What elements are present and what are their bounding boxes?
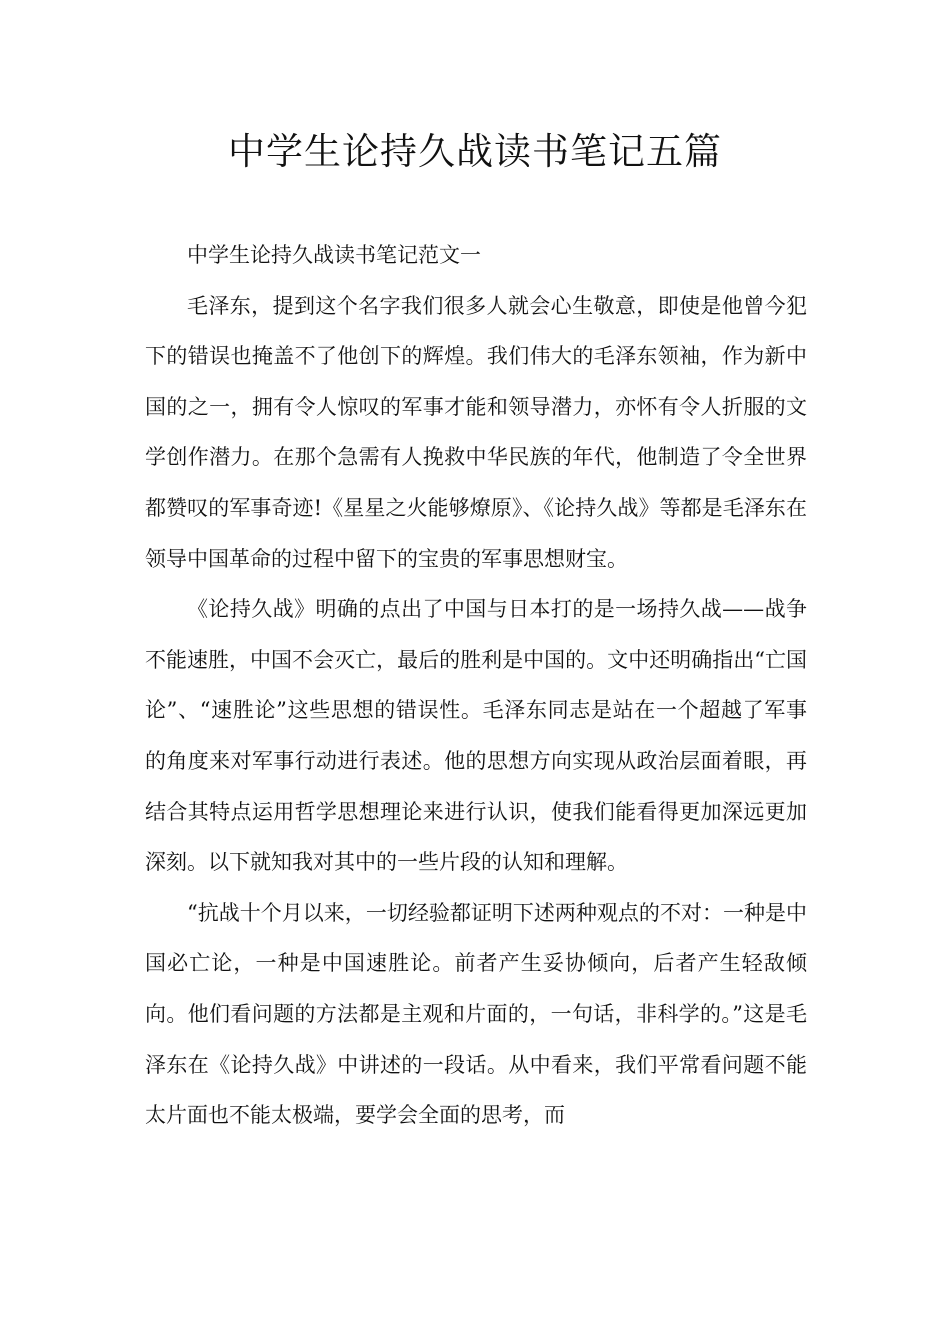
section-heading: 中学生论持久战读书笔记范文一	[187, 243, 481, 267]
document-title: 中学生论持久战读书笔记五篇	[228, 130, 722, 173]
paragraph: 《论持久战》明确的点出了中国与日本打的是一场持久战——战争不能速胜，中国不会灭亡，最后的胜利是中国的。文中还明确指出“亡国论”、“速胜论”这些思想的错误性。毛泽东同志是站在一个超越了军事的角度来对军事行动进行表述。他的思想方向实现从政治层面着眼，再结合其特点运用哲学思想理论来进行认识，使我们能看得更加深远更加深刻。以下就知我对其中的一些片段的认知和理解。	[145, 597, 807, 875]
paragraph: “抗战十个月以来，一切经验都证明下述两种观点的不对：一种是中国必亡论，一种是中国速胜论。前者产生妥协倾向，后者产生轻敌倾向。他们看问题的方法都是主观和片面的，一句话，非科学的。”这是毛泽东在《论持久战》中讲述的一段话。从中看来，我们平常看问题不能太片面也不能太极端，要学会全面的思考，而	[145, 900, 807, 1128]
paragraph: 毛泽东，提到这个名字我们很多人就会心生敬意，即使是他曾今犯下的错误也掩盖不了他创下的辉煌。我们伟大的毛泽东领袖，作为新中国的之一，拥有令人惊叹的军事才能和领导潜力，亦怀有令人折服的文学创作潜力。在那个急需有人挽救中华民族的年代，他制造了令全世界都赞叹的军事奇迹!《星星之火能够燎原》、《论持久战》等都是毛泽东在领导中国革命的过程中留下的宝贵的军事思想财宝。	[145, 293, 807, 571]
document-body	[145, 230, 807, 1141]
